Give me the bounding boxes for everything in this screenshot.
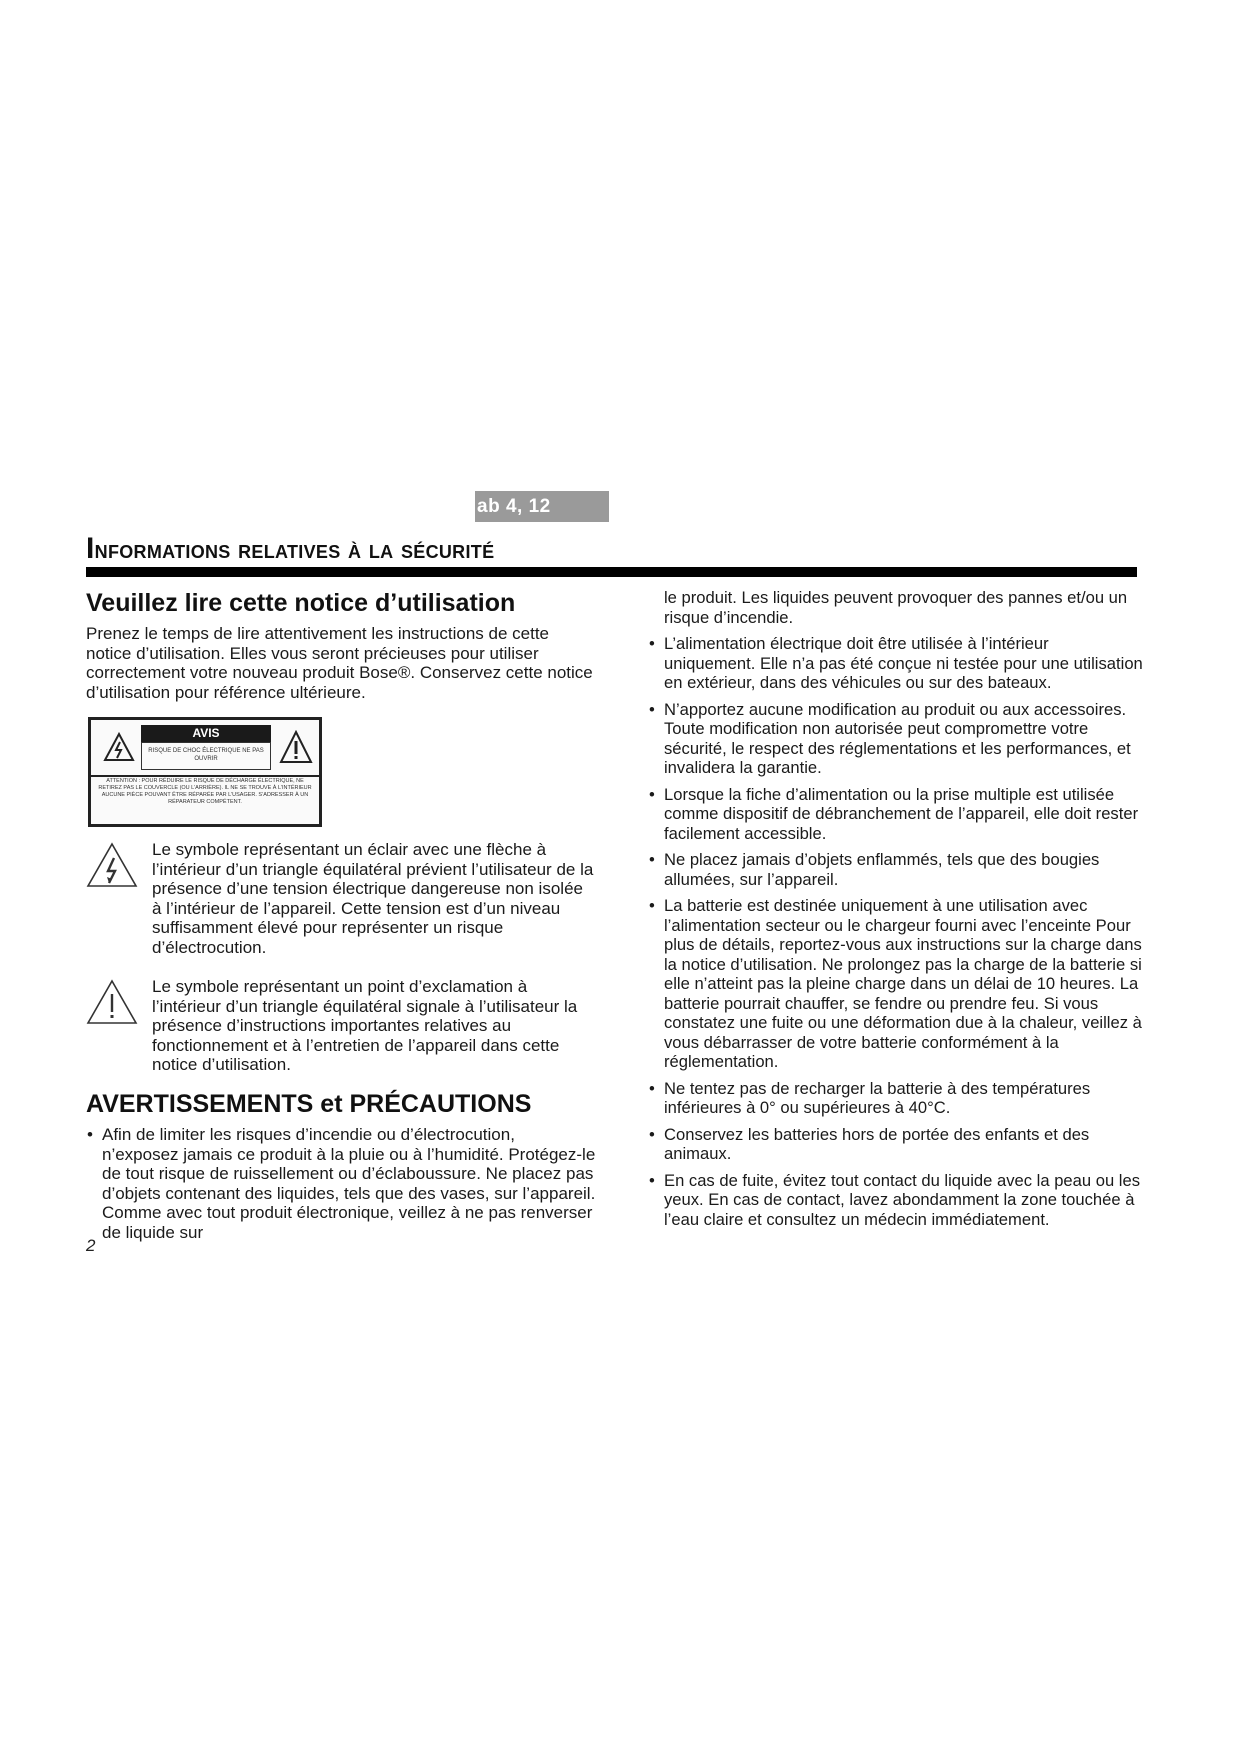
warnings-heading: AVERTISSEMENTS et PRÉCAUTIONS: [86, 1090, 532, 1118]
bullet-icon: •: [649, 1078, 655, 1098]
warnings-list-left: [86, 1125, 596, 1242]
list-item: [648, 1079, 1143, 1118]
bullet-text: La batterie est destinée uniquement à une utilisation avec l’alimentation secteur ou le chargeur fourni avec l’enceinte Pour plus de détails, reportez-vous aux instructions sur la charge dans la notice d’utilisation. Ne prolongez pas la charge de la batterie si elle n’atteint pas la pleine charge dans un délai de 10 heures. La batterie pourrait chauffer, se fendre ou prendre feu. Si vous constatez une fuite ou une déformation due à la chaleur, veillez à vous débarrasser de votre batterie conformément à la réglementation.: [664, 896, 1142, 1071]
avis-subtitle: RISQUE DE CHOC ÉLECTRIQUE NE PAS OUVRIR: [141, 742, 271, 770]
intro-paragraph: Prenez le temps de lire attentivement les instructions de cette notice d’utilisation. Elles vous seront précieuses pour utiliser correctement votre nouveau produit Bose®. Conservez cette notice d’utilisation pour référence ultérieure.: [86, 624, 593, 702]
bullet-text: L’alimentation électrique doit être utilisée à l’intérieur uniquement. Elle n’a pas été conçue ni testée pour une utilisation en extérieur, dans des véhicules ou sur des bateaux.: [664, 634, 1143, 692]
list-item: [648, 634, 1143, 693]
lightning-triangle-icon: [103, 732, 135, 762]
bullet-text: En cas de fuite, évitez tout contact du liquide avec la peau ou les yeux. En cas de contact, lavez abondamment la zone touchée à l’eau claire et consultez un médecin immédiatement.: [664, 1170, 1140, 1229]
list-item: [86, 1125, 596, 1242]
avis-label: AVIS: [141, 725, 271, 742]
continuation-text: le produit. Les liquides peuvent provoquer des pannes et/ou un risque d’incendie.: [664, 588, 1128, 627]
lightning-symbol-explanation: [86, 840, 596, 957]
bullet-text: Conservez les batteries hors de portée des enfants et des animaux.: [664, 1124, 1090, 1163]
right-column: [648, 588, 1143, 1236]
page-title-rest: nformations relatives à la sécurité: [94, 534, 495, 564]
left-column: [86, 588, 596, 1249]
bullet-text: Lorsque la fiche d’alimentation ou la prise multiple est utilisée comme dispositif de débranchement de l’appareil, elle doit rester facilement accessible.: [664, 784, 1139, 843]
bullet-icon: •: [649, 850, 655, 869]
list-item: [648, 1171, 1143, 1230]
bullet-icon: •: [649, 699, 655, 719]
bullet-icon: •: [649, 1124, 655, 1144]
section-tab: ab 4, 12: [475, 491, 609, 522]
list-item: [648, 850, 1143, 889]
bullet-icon: •: [649, 896, 655, 915]
bullet-text: N’apportez aucune modification au produit ou aux accessoires. Toute modification non autorisée peut compromettre votre sécurité, le respect des réglementations et les performances, et invalidera la garantie.: [664, 699, 1131, 777]
page-title: [86, 532, 494, 566]
page-number: 2: [86, 1236, 96, 1255]
bullet-text: Afin de limiter les risques d’incendie ou d’électrocution, n’exposez jamais ce produit à la pluie ou à l’humidité. Protégez-le de tout risque de ruissellement ou d’éclaboussure. Ne placez pas d’objets contenant des liquides, tels que des vases, sur l’appareil. Comme avec tout produit électronique, veillez à ne pas renverser de liquide sur: [102, 1125, 596, 1242]
list-item: [648, 1125, 1143, 1164]
bullet-icon: •: [649, 784, 655, 804]
bullet-icon: •: [649, 1170, 655, 1190]
bullet-icon: •: [87, 1125, 93, 1144]
read-manual-heading: Veuillez lire cette notice d’utilisation: [86, 589, 516, 617]
warnings-list-right: [648, 634, 1143, 1229]
page-title-initial: I: [86, 532, 95, 565]
list-item: [648, 896, 1143, 1072]
bullet-icon: •: [649, 634, 655, 653]
bullet-text: Ne placez jamais d’objets enflammés, tels que des bougies allumées, sur l’appareil.: [664, 850, 1100, 889]
avis-body: ATTENTION : POUR RÉDUIRE LE RISQUE DE DÉCHARGE ÉLECTRIQUE, NE RETIREZ PAS LE COUVERCLE (OU L’ARRIÈRE). IL NE SE TROUVE À L’INTÉRIEUR AUCUNE PIÈCE POUVANT ÊTRE RÉPARÉE PAR L’USAGER. S’ADRESSER À UN RÉPARATEUR COMPÉTENT.: [98, 778, 312, 805]
title-rule: [86, 567, 1137, 577]
exclamation-symbol-text: Le symbole représentant un point d’exclamation à l’intérieur d’un triangle équilatéral signale à l’utilisateur la présence d’instructions importantes relatives au fonctionnement et à l’entretien de l’appareil dans cette notice d’utilisation.: [152, 977, 578, 1074]
warning-label-top: [91, 720, 319, 777]
lightning-symbol-text: Le symbole représentant un éclair avec une flèche à l’intérieur d’un triangle équilatéral prévient l’utilisateur de la présence d’une tension électrique dangereuse non isolée à l’intérieur de l’appareil. Cette tension est d’un niveau suffisamment élevé pour représenter un risque d’électrocution.: [152, 840, 594, 957]
exclamation-triangle-icon: [86, 979, 138, 1025]
exclamation-symbol-explanation: [86, 977, 596, 1077]
list-item: [648, 785, 1143, 844]
exclamation-triangle-icon: [279, 730, 313, 764]
warning-label-image: [88, 717, 322, 827]
list-item: [648, 700, 1143, 778]
lightning-triangle-icon: [86, 842, 138, 888]
bullet-text: Ne tentez pas de recharger la batterie à des températures inférieures à 0° ou supérieures à 40°C.: [664, 1078, 1091, 1117]
